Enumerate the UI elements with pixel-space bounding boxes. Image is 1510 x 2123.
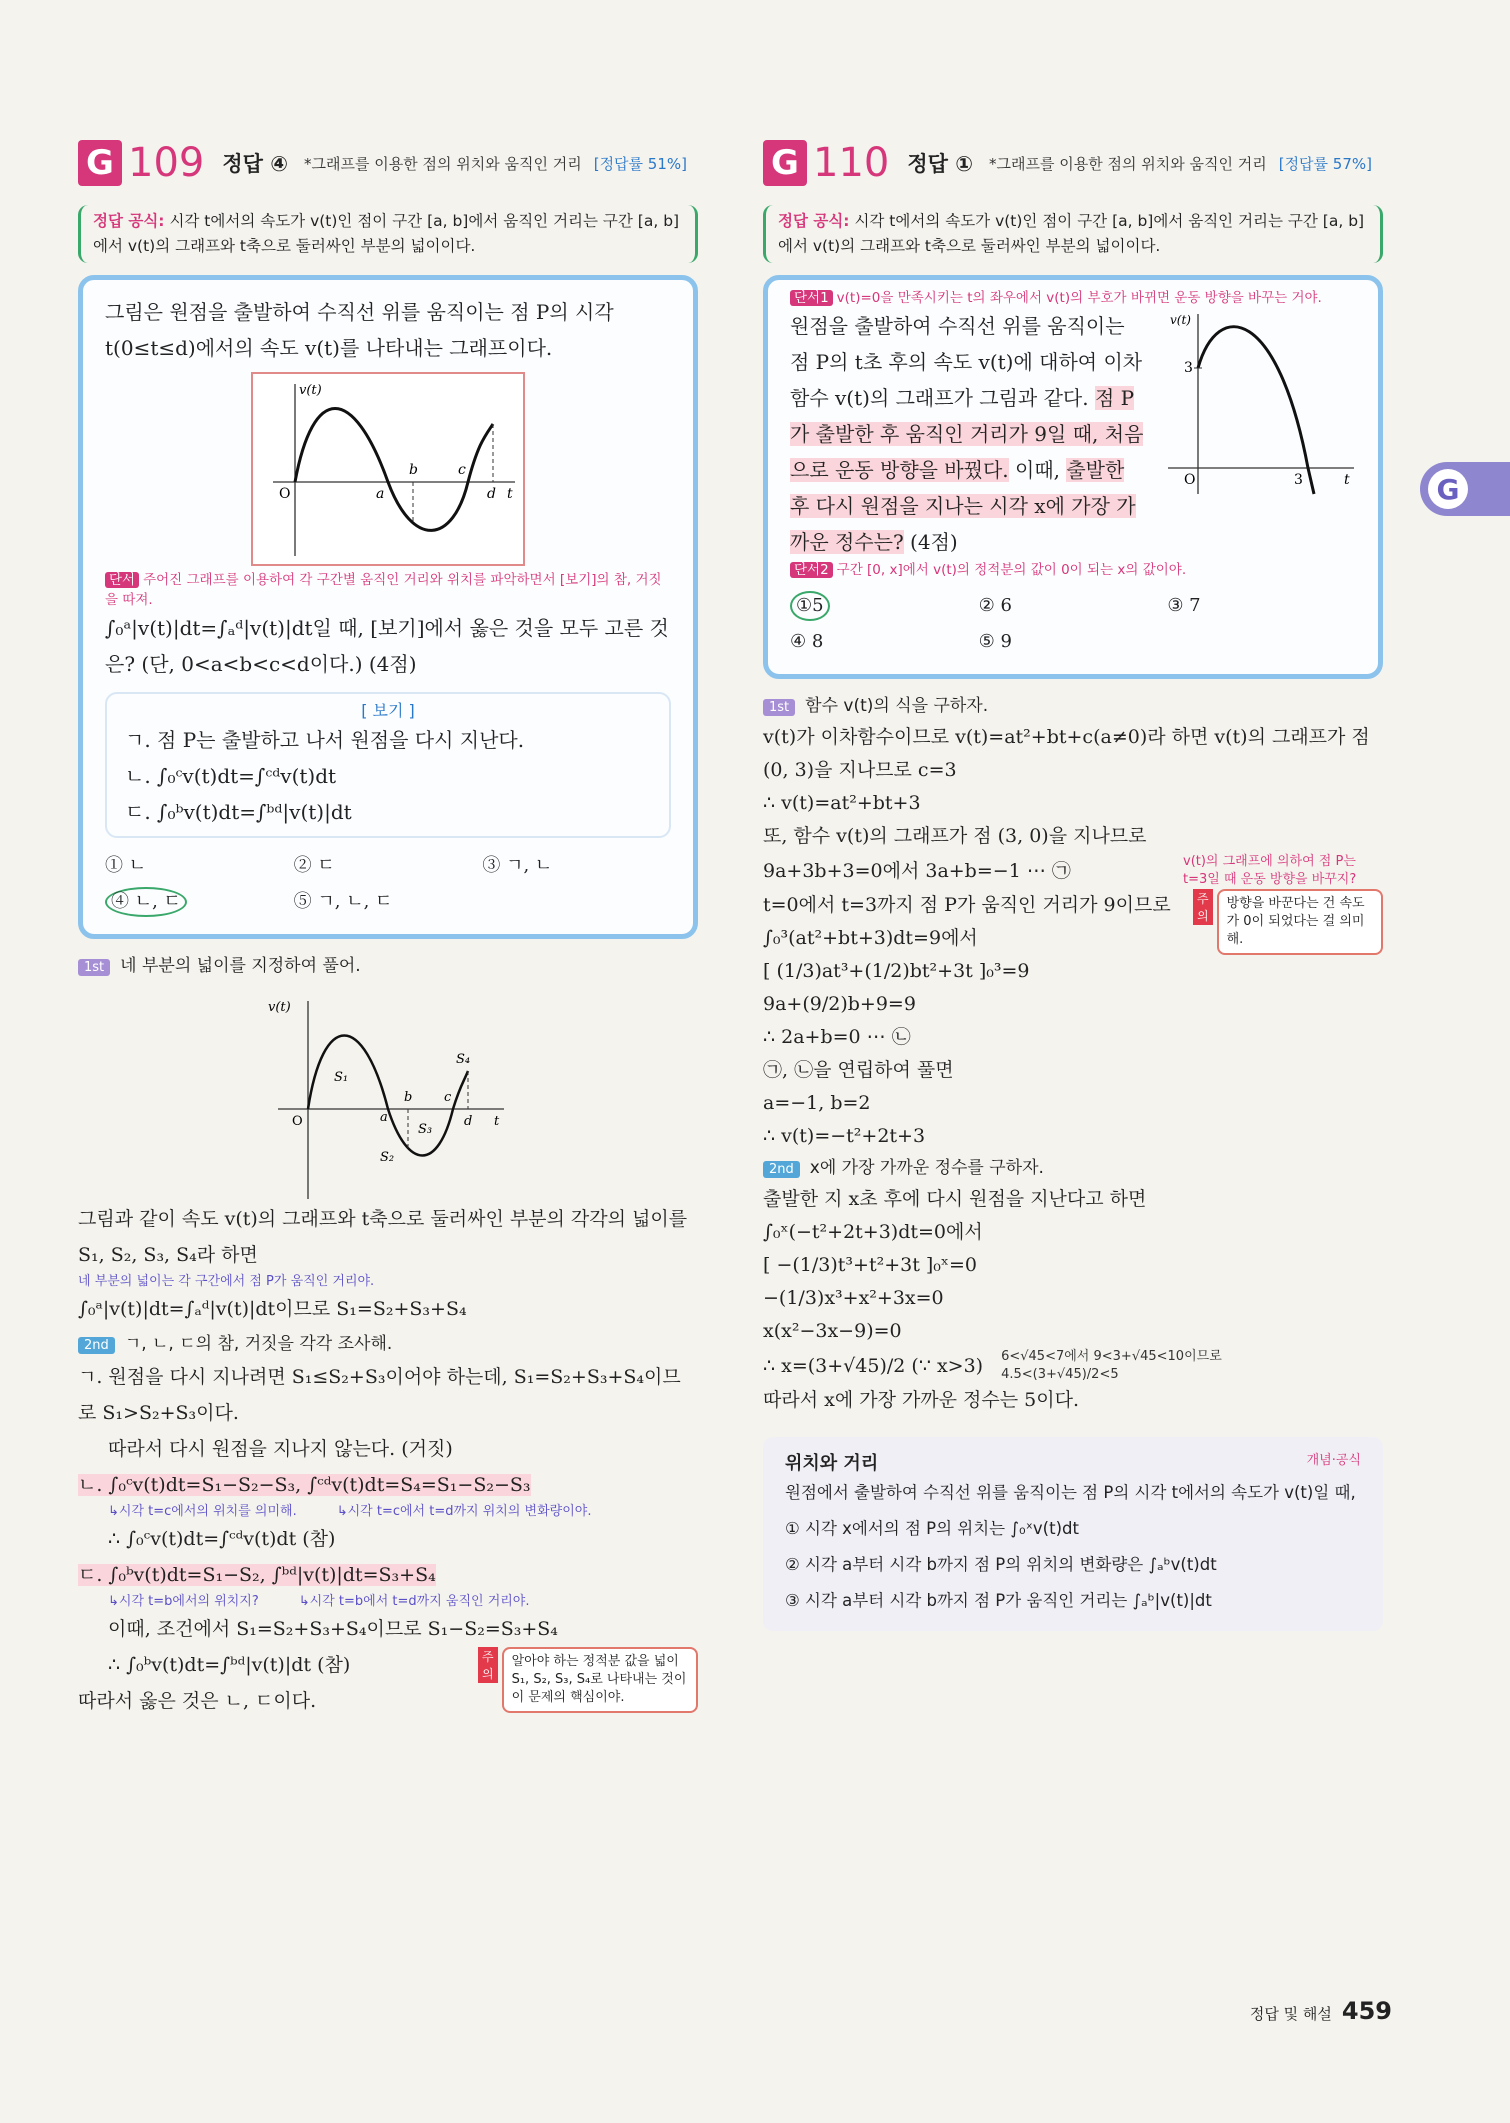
area-graph: [268, 991, 508, 1201]
highlighted-question: 점 P가 출발한 후 움직인 거리가 9일 때, 처음으로 운동 방향을 바꿨다.: [790, 386, 1144, 482]
axis-label-t: t: [494, 1114, 500, 1129]
tick-c: c: [444, 1090, 452, 1105]
tick-y-3: 3: [1184, 360, 1194, 376]
tick-a: a: [380, 1110, 388, 1125]
question-text: [790, 308, 1146, 560]
solution-text: ∴ x=(3+√45)/2 (∵ x>3): [763, 1354, 984, 1377]
chapter-side-tab[interactable]: [1420, 462, 1510, 516]
bogi-item: ㄴ. ∫₀ᶜv(t)dt=∫ᶜᵈv(t)dt: [125, 764, 337, 788]
choice-1-correct[interactable]: ①5: [790, 591, 830, 621]
choice-4[interactable]: ④ 8: [790, 631, 824, 652]
tick-d: d: [487, 486, 496, 502]
problem-109: [78, 135, 698, 1719]
concept-item: ③ 시각 a부터 시각 b까지 점 P가 움직인 거리는 ∫ₐᵇ|v(t)|dt: [785, 1591, 1212, 1610]
bogi-item: ㄱ. 점 P는 출발하고 나서 원점을 다시 지난다.: [125, 728, 525, 752]
bogi-item: ㄷ. ∫₀ᵇv(t)dt=∫ᵇᵈ|v(t)|dt: [125, 800, 352, 824]
chapter-badge: G: [78, 140, 122, 186]
step-2: [78, 1331, 698, 1359]
area-s3: S₃: [418, 1122, 433, 1137]
annotation: ↳시각 t=b에서 t=d까지 움직인 거리야.: [298, 1594, 530, 1609]
hint-text: 구간 [0, x]에서 v(t)의 정적분의 값이 0이 되는 x의 값이야.: [836, 562, 1187, 578]
solution-text: [ −(1/3)t³+t²+3t ]₀ˣ=0: [763, 1254, 977, 1276]
axis-label-t: t: [1344, 472, 1350, 488]
question-box: [78, 275, 698, 939]
solution-text: ㄱ. 원점을 다시 지나려면 S₁≤S₂+S₃이어야 하는데, S₁=S₂+S₃+S₄이므로 S₁>S₂+S₃이다.: [78, 1366, 681, 1424]
step-badge: 2nd: [78, 1337, 115, 1354]
tick-b: b: [409, 462, 418, 478]
bogi-box: [105, 692, 671, 838]
formula-label: 정답 공식:: [93, 212, 165, 230]
solution-text: ∴ 2a+b=0 ⋯ ㉡: [763, 1026, 911, 1048]
annotation: 6<√45<7에서 9<3+√45<10이므로: [1001, 1349, 1222, 1364]
choice-5[interactable]: ⑤ ㄱ, ㄴ, ㄷ: [293, 891, 393, 912]
solution-text: v(t)가 이차함수이므로 v(t)=at²+bt+c(a≠0)라 하면 v(t)의 그래프가 점 (0, 3)을 지나므로 c=3: [763, 726, 1370, 781]
answer-choices: [105, 848, 671, 920]
choice-2[interactable]: ② 6: [978, 595, 1012, 616]
solution-text: 9a+(9/2)b+9=9: [763, 993, 916, 1015]
solution-text: ㉠, ㉡을 연립하여 풀면: [763, 1059, 954, 1081]
choice-4-correct[interactable]: ④ ㄴ, ㄷ: [105, 887, 187, 917]
choice-3[interactable]: ③ 7: [1167, 595, 1201, 616]
step-1: [78, 953, 698, 981]
question-part: 이때,: [1015, 458, 1060, 482]
formula-text: 시각 t에서의 속도가 v(t)인 점이 구간 [a, b]에서 움직인 거리는 구간 [a, b]에서 v(t)의 그래프와 t축으로 둘러싸인 부분의 넓이이다.: [778, 212, 1365, 255]
concept-kind: 개념·공식: [1306, 1453, 1361, 1468]
correct-rate: [정답률 51%]: [593, 154, 688, 173]
topic-tag: *그래프를 이용한 점의 위치와 움직인 거리: [304, 154, 582, 173]
formula-text: 시각 t에서의 속도가 v(t)인 점이 구간 [a, b]에서 움직인 거리는 구간 [a, b]에서 v(t)의 그래프와 t축으로 둘러싸인 부분의 넓이이다.: [93, 212, 680, 255]
step-1: [763, 693, 1383, 721]
step-title: x에 가장 가까운 정수를 구하자.: [809, 1158, 1044, 1178]
origin-label: O: [292, 1114, 303, 1129]
problem-number: 109: [128, 140, 205, 186]
formula-box: [763, 205, 1383, 263]
annotation: 네 부분의 넓이는 각 구간에서 점 P가 움직인 거리야.: [78, 1274, 375, 1289]
formula-box: [78, 205, 698, 263]
question-score: (4점): [910, 530, 958, 554]
conclusion: 따라서 옳은 것은 ㄴ, ㄷ이다.: [78, 1690, 317, 1712]
solution-text: 9a+3b+3=0에서 3a+b=−1 ⋯ ㉠: [763, 859, 1071, 882]
tick-x-3: 3: [1294, 472, 1304, 488]
solution-text: x(x²−3x−9)=0: [763, 1320, 902, 1342]
tick-d: d: [464, 1114, 473, 1129]
answer-label: 정답 ④: [222, 152, 289, 176]
velocity-graph: [251, 372, 525, 566]
hint-text: v(t)=0을 만족시키는 t의 좌우에서 v(t)의 부호가 바뀌면 운동 방향을 바꾸는 거야.: [836, 290, 1322, 306]
solution-text: 그림과 같이 속도 v(t)의 그래프와 t축으로 둘러싸인 부분의 각각의 넓이를 S₁, S₂, S₃, S₄라 하면: [78, 1208, 688, 1266]
step-title: ㄱ, ㄴ, ㄷ의 참, 거짓을 각각 조사해.: [124, 1334, 393, 1354]
axis-label-v: v(t): [268, 1000, 291, 1015]
solution-text: 출발한 지 x초 후에 다시 원점을 지난다고 하면: [763, 1188, 1147, 1210]
solution-text: t=0에서 t=3까지 점 P가 움직인 거리가 9이므로: [763, 894, 1171, 916]
annotation: v(t)의 그래프에 의하여 점 P는 t=3일 때 운동 방향을 바꾸지?: [1183, 854, 1357, 887]
concept-item: ② 시각 a부터 시각 b까지 점 P의 위치의 변화량은 ∫ₐᵇv(t)dt: [785, 1555, 1217, 1574]
solution-text: ∴ v(t)=at²+bt+3: [763, 792, 921, 814]
conclusion: 따라서 x에 가장 가까운 정수는 5이다.: [763, 1389, 1079, 1411]
step-2: [763, 1155, 1383, 1183]
tick-b: b: [404, 1090, 413, 1105]
hint-label: 단서2: [790, 562, 833, 578]
annotation: ↳시각 t=c에서 t=d까지 위치의 변화량이야.: [336, 1504, 592, 1519]
bogi-title: [ 보기 ]: [361, 701, 415, 720]
question-condition: ∫₀ᵃ|v(t)|dt=∫ₐᵈ|v(t)|dt일 때, [보기]에서 옳은 것을 모두 고른 것은? (단, 0<a<b<c<d이다.) (4점): [105, 616, 669, 676]
footer-label: 정답 및 해설: [1249, 2005, 1332, 2023]
axis-label-t: t: [507, 486, 513, 502]
solution-text: [ (1/3)at³+(1/2)bt²+3t ]₀³=9: [763, 960, 1030, 982]
choice-2[interactable]: ② ㄷ: [293, 855, 335, 876]
choice-5[interactable]: ⑤ 9: [978, 631, 1012, 652]
formula-label: 정답 공식:: [778, 212, 850, 230]
solution-text: ∴ ∫₀ᵇv(t)dt=∫ᵇᵈ|v(t)|dt (참): [108, 1654, 351, 1676]
choice-1[interactable]: ① ㄴ: [105, 855, 147, 876]
problem-header: [763, 135, 1383, 191]
warning-note: 알아야 하는 정적분 값을 넓이 S₁, S₂, S₃, S₄로 나타내는 것이 이 문제의 핵심이야.: [502, 1647, 698, 1713]
hint-label: 단서: [105, 572, 139, 588]
warning-label: 주의: [478, 1647, 498, 1683]
topic-tag: *그래프를 이용한 점의 위치와 움직인 거리: [989, 154, 1267, 173]
step-badge: 1st: [763, 699, 795, 716]
origin-label: O: [279, 486, 291, 502]
annotation: 4.5<(3+√45)/2<5: [1001, 1367, 1119, 1382]
hint: [790, 288, 1356, 308]
axis-label-v: v(t): [299, 383, 322, 398]
area-s1: S₁: [334, 1070, 349, 1085]
chapter-tab-label: G: [1428, 469, 1468, 509]
hint: [105, 570, 671, 610]
solution-text: 또, 함수 v(t)의 그래프가 점 (3, 0)을 지나므로: [763, 825, 1147, 847]
step-badge: 1st: [78, 959, 110, 976]
page-number: 459: [1341, 1997, 1392, 2025]
problem-header: [78, 135, 698, 191]
choice-3[interactable]: ③ ㄱ, ㄴ: [482, 855, 553, 876]
solution-text: 이때, 조건에서 S₁=S₂+S₃+S₄이므로 S₁−S₂=S₃+S₄: [108, 1618, 558, 1640]
answer-choices: [790, 588, 1356, 660]
concept-box: [763, 1437, 1383, 1631]
step-title: 함수 v(t)의 식을 구하자.: [805, 696, 989, 716]
concept-item: ① 시각 x에서의 점 P의 위치는 ∫₀ˣv(t)dt: [785, 1519, 1079, 1538]
concept-text: 원점에서 출발하여 수직선 위를 움직이는 점 P의 시각 t에서의 속도가 v(t)일 때,: [785, 1483, 1356, 1502]
hint-label: 단서1: [790, 290, 833, 306]
question-part: 원점을 출발하여 수직선 위를 움직이는 점 P의 t초 후의 속도 v(t)에 대하여 이차함수 v(t)의 그래프가 그림과 같다.: [790, 314, 1143, 410]
warning-note: 방향을 바꾼다는 건 속도가 0이 되었다는 걸 의미해.: [1217, 889, 1383, 955]
step-title: 네 부분의 넓이를 지정하여 풀어.: [120, 956, 361, 976]
page-footer: [1250, 1997, 1392, 2025]
question-box: [763, 275, 1383, 679]
axis-label-v: v(t): [1170, 313, 1192, 327]
answer-label: 정답 ①: [907, 152, 974, 176]
solution-text: ∫₀³(at²+bt+3)dt=9에서: [763, 927, 978, 949]
annotation: ↳시각 t=c에서의 위치를 의미해.: [108, 1504, 297, 1519]
solution-text: ∴ ∫₀ᶜv(t)dt=∫ᶜᵈv(t)dt (참): [108, 1528, 336, 1550]
solution-text: 따라서 다시 원점을 지나지 않는다. (거짓): [108, 1438, 453, 1460]
step-badge: 2nd: [763, 1161, 800, 1178]
highlighted-text: ㄴ. ∫₀ᶜv(t)dt=S₁−S₂−S₃, ∫ᶜᵈv(t)dt=S₄=S₁−S₂−S₃: [78, 1474, 531, 1496]
solution-text: ∴ v(t)=−t²+2t+3: [763, 1125, 926, 1147]
problem-number: 110: [813, 140, 890, 186]
highlighted-question: 출발한 후 다시 원점을 지나는 시각 x에 가장 가까운 정수는?: [790, 458, 1136, 554]
solution-text: −(1/3)x³+x²+3x=0: [763, 1287, 944, 1309]
tick-a: a: [376, 486, 385, 502]
parabola-graph: [1158, 308, 1356, 498]
origin-label: O: [1184, 472, 1196, 488]
area-s4: S₄: [456, 1052, 471, 1067]
chapter-badge: G: [763, 140, 807, 186]
question-text: 그림은 원점을 출발하여 수직선 위를 움직이는 점 P의 시각 t(0≤t≤d)에서의 속도 v(t)를 나타내는 그래프이다.: [105, 300, 614, 360]
correct-rate: [정답률 57%]: [1278, 154, 1373, 173]
tick-c: c: [458, 462, 466, 478]
annotation: ↳시각 t=b에서의 위치지?: [108, 1594, 259, 1609]
hint: [790, 560, 1356, 580]
warning-label: 주의: [1193, 889, 1213, 925]
solution-text: a=−1, b=2: [763, 1092, 871, 1114]
problem-110: [763, 135, 1383, 1631]
solution-text: ∫₀ᵃ|v(t)|dt=∫ₐᵈ|v(t)|dt이므로 S₁=S₂+S₃+S₄: [78, 1298, 467, 1320]
concept-title: 위치와 거리: [785, 1453, 879, 1474]
area-s2: S₂: [380, 1150, 395, 1165]
hint-text: 주어진 그래프를 이용하여 각 구간별 움직인 거리와 위치를 파악하면서 [보기]의 참, 거짓을 따져.: [105, 572, 662, 608]
highlighted-text: ㄷ. ∫₀ᵇv(t)dt=S₁−S₂, ∫ᵇᵈ|v(t)|dt=S₃+S₄: [78, 1564, 436, 1586]
solution-text: ∫₀ˣ(−t²+2t+3)dt=0에서: [763, 1221, 983, 1243]
